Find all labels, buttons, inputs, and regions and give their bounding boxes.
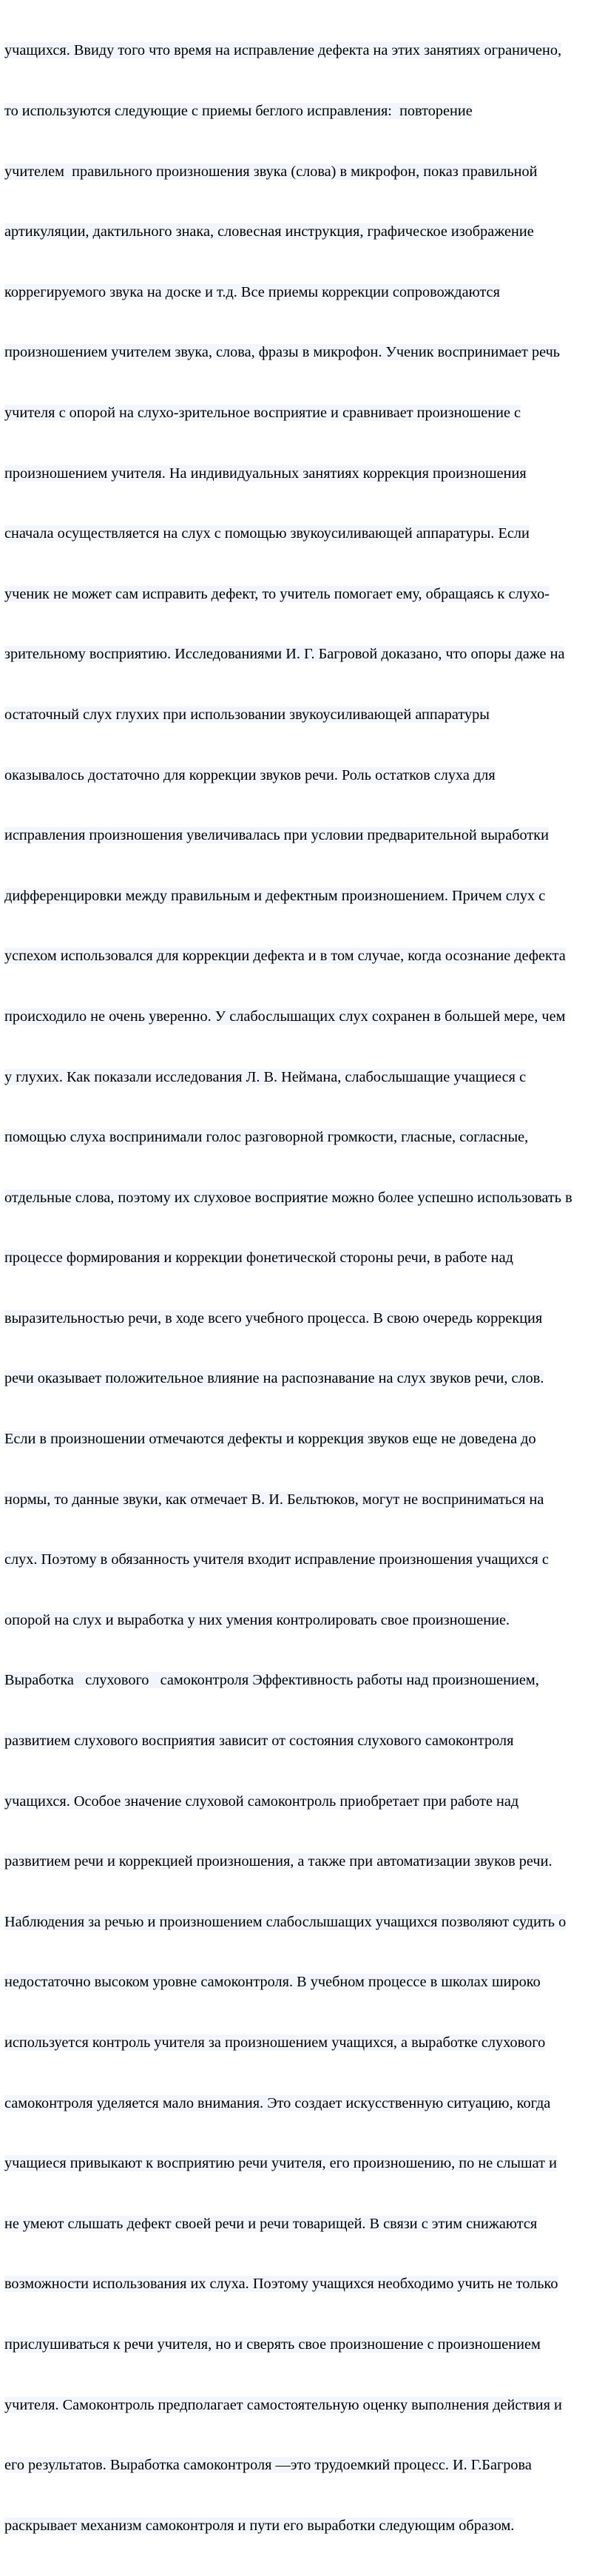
text-line: Выработка слухового самоконтроля Эффективность работы над произношением,: [4, 1672, 539, 1689]
text-line: дифференцировки между правильным и дефектным произношением. Причем слух с: [4, 887, 546, 904]
text-line: опорой на слух и выработка у них умения контролировать свое произношение.: [4, 1611, 510, 1628]
text-line: произношением учителем звука, слова, фразы в микрофон. Ученик воспринимает речь: [4, 344, 561, 361]
text-line: происходило не очень уверенно. У слабослышащих слух сохранен в большей мере, чем: [4, 1008, 566, 1025]
text-line: артикуляции, дактильного знака, словесная инструкция, графическое изображение: [4, 223, 534, 240]
text-line: используется контроль учителя за произношением учащихся, а выработке слухового: [4, 2034, 546, 2051]
text-line: не умеют слышать дефект своей речи и речи товарищей. В связи с этим снижаются: [4, 2215, 538, 2232]
text-line: слух. Поэтому в обязанность учителя входит исправление произношения учащихся с: [4, 1551, 549, 1568]
text-line: учащихся. Особое значение слуховой самоконтроль приобретает при работе над: [4, 1793, 519, 1810]
text-line: выразительностью речи, в ходе всего учебного процесса. В свою очередь коррекция: [4, 1309, 543, 1326]
text-line: Если в произношении отмечаются дефекты и коррекция звуков еще не доведена до: [4, 1431, 536, 1448]
text-line: развитием речи и коррекцией произношения, а также при автоматизации звуков речи.: [4, 1853, 552, 1870]
text-line: самоконтроля уделяется мало внимания. Это создает искусственную ситуацию, когда: [4, 2094, 551, 2111]
text-line: произношением учителя. На индивидуальных занятиях коррекция произношения: [4, 465, 527, 482]
body-text: [4, 1, 605, 2576]
text-line: учителя. Самоконтроль предполагает самостоятельную оценку выполнения действия и: [4, 2396, 562, 2413]
text-line: сначала осуществляется на слух с помощью звукоусиливающей аппаратуры. Если: [4, 525, 530, 542]
text-line: ученик не может сам исправить дефект, то учитель помогает ему, обращаясь к слухо-: [4, 585, 550, 602]
text-line: возможности использования их слуха. Поэтому учащихся необходимо учить не только: [4, 2276, 558, 2293]
text-line: оказывалось достаточно для коррекции звуков речи. Роль остатков слуха для: [4, 766, 496, 783]
text-line: процессе формирования и коррекции фонетической стороны речи, в работе над: [4, 1250, 513, 1267]
text-line: коррегируемого звука на доске и т.д. Все приемы коррекции сопровождаются: [4, 283, 500, 300]
text-line: учащиеся привыкают к восприятию речи учителя, его произношению, по не слышат и: [4, 2155, 557, 2172]
text-line: речи оказывает положительное влияние на распознавание на слух звуков речи, слов.: [4, 1370, 544, 1387]
text-line: помощью слуха воспринимали голос разговорной громкости, гласные, согласные,: [4, 1129, 529, 1146]
text-line: прислушиваться к речи учителя, но и сверять свое произношение с произношением: [4, 2336, 541, 2353]
text-line: исправления произношения увеличивалась при условии предварительной выработки: [4, 827, 549, 844]
text-line: то используются следующие с приемы беглого исправления: повторение: [4, 103, 473, 119]
text-line: у глухих. Как показали исследования Л. В. Неймана, слабослышащие учащиеся с: [4, 1068, 527, 1085]
text-line: зрительному восприятию. Исследованиями И. Г. Багровой доказано, что опоры даже на: [4, 646, 565, 663]
text-line: отдельные слова, поэтому их слуховое восприятие можно более успешно использовать в: [4, 1189, 572, 1206]
text-line: недостаточно высоком уровне самоконтроля. В учебном процессе в школах широко: [4, 1974, 541, 1991]
text-line: остаточный слух глухих при использовании звукоусиливающей аппаратуры: [4, 706, 490, 723]
text-line: учителя с опорой на слухо-зрительное восприятие и сравнивает произношение с: [4, 404, 521, 421]
text-line: его результатов. Выработка самоконтроля —это трудоемкий процесс. И. Г.Багрова: [4, 2457, 532, 2474]
text-line: нормы, то данные звуки, как отмечает В. И. Бельтюков, могут не восприниматься на: [4, 1491, 544, 1508]
text-line: успехом использовался для коррекции дефекта и в том случае, когда осознание дефекта: [4, 948, 566, 965]
text-line: учащихся. Ввиду того что время на исправление дефекта на этих занятиях ограничено,: [4, 42, 562, 59]
text-line: учителем правильного произношения звука (слова) в микрофон, показ правильной: [4, 163, 538, 180]
text-line: Наблюдения за речью и произношением слабослышащих учащихся позволяют судить о: [4, 1913, 567, 1930]
text-line: развитием слухового восприятия зависит от состояния слухового самоконтроля: [4, 1733, 514, 1750]
text-line: раскрывает механизм самоконтроля и пути его выработки следующим образом.: [4, 2517, 515, 2534]
